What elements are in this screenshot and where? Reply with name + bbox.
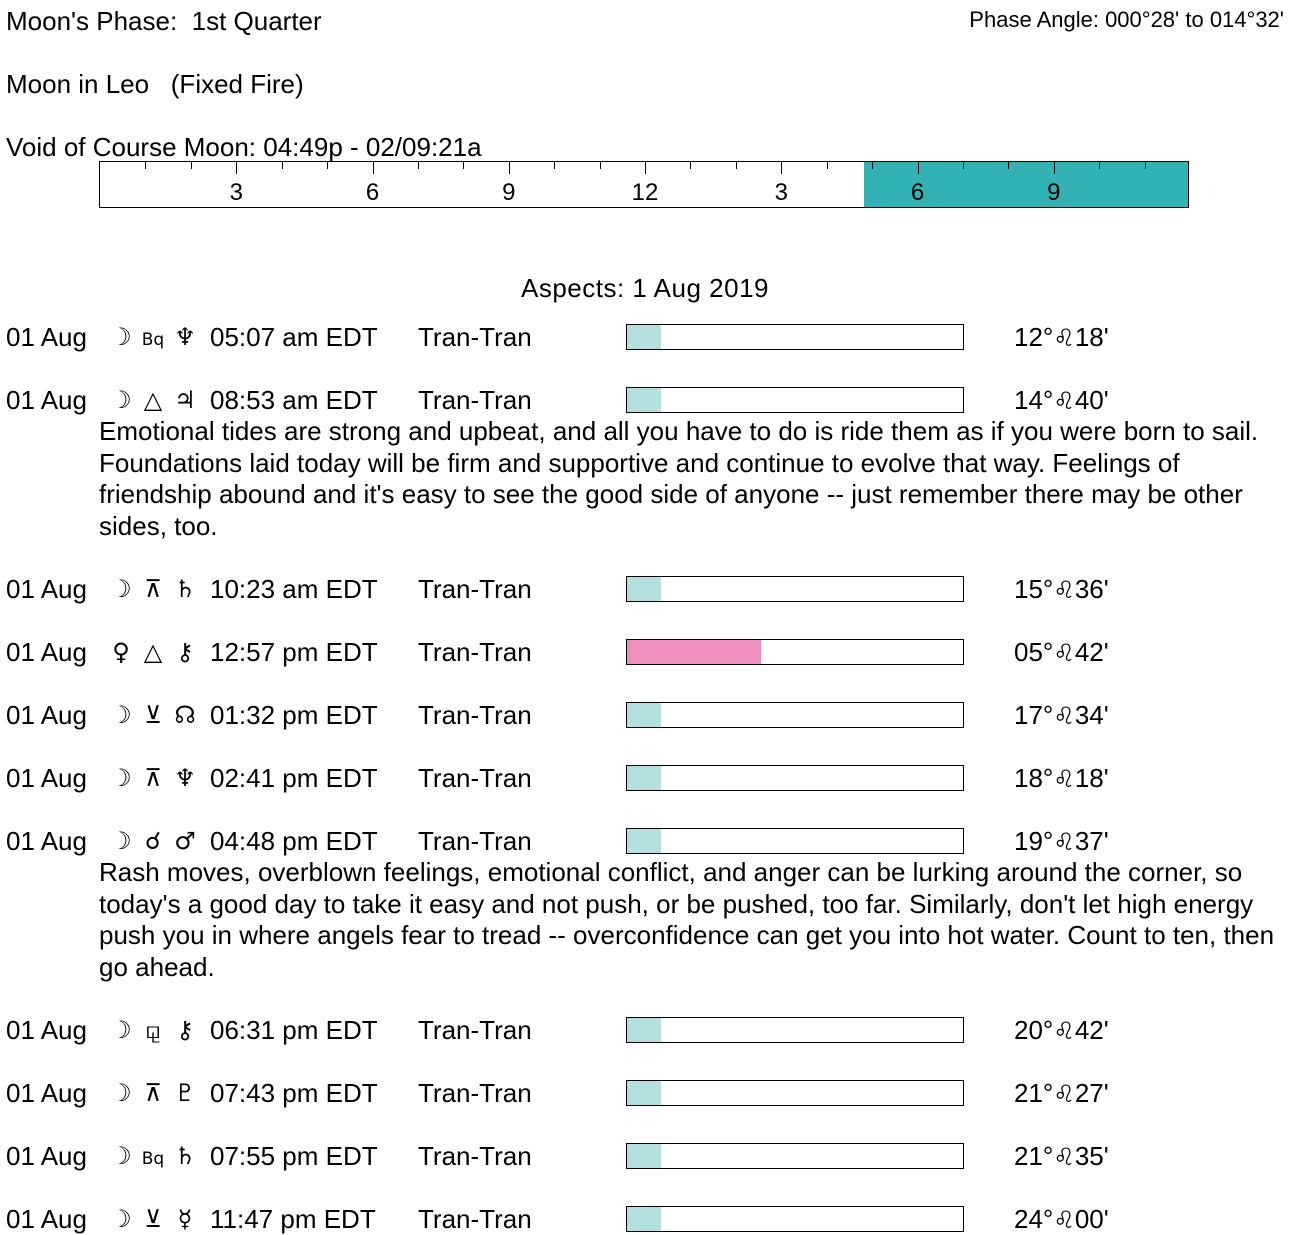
aspect-time: 06:31 pm EDT [210, 1015, 378, 1045]
aspect-glyphs [106, 1015, 202, 1045]
aspect-date: 01 Aug [6, 1204, 87, 1234]
timeline-tick [600, 162, 601, 169]
timeline-hour-label: 6 [365, 179, 380, 206]
position-minute: 00' [1074, 1204, 1109, 1234]
position-degree: 18° [1014, 763, 1054, 793]
planet-glyph-icon: ♂ [174, 827, 196, 855]
aspect-strength-bar [626, 765, 964, 791]
planet-glyph-icon: ☽ [110, 386, 132, 414]
aspect-position [1014, 763, 1109, 794]
aspect-glyphs [106, 385, 202, 415]
timeline-hour-label: 9 [1047, 179, 1061, 206]
aspect-position [1014, 1204, 1109, 1235]
position-degree: 21° [1014, 1078, 1054, 1108]
position-minute: 27' [1074, 1078, 1109, 1108]
aspect-strength-fill [627, 388, 661, 412]
leo-sign-icon: ♌ [1053, 1143, 1075, 1171]
void-of-course-timeline [99, 161, 1189, 208]
timeline-tick [645, 162, 646, 174]
void-of-course: Void of Course Moon: 04:49p - 02/09:21a [6, 132, 482, 162]
planet-glyph-icon: ☊ [174, 701, 196, 729]
aspect-position [1014, 826, 1109, 857]
moon-phase [6, 6, 322, 36]
planet-glyph-icon: ⚷ [176, 1016, 194, 1044]
aspect-position [1014, 700, 1109, 731]
aspect-position [1014, 1078, 1109, 1109]
aspect-glyph-icon: △ [143, 638, 163, 666]
leo-sign-icon: ♌ [1053, 387, 1075, 415]
aspect-time: 07:43 pm EDT [210, 1078, 378, 1108]
leo-sign-icon: ♌ [1053, 702, 1075, 730]
aspects-title: Aspects: 1 Aug 2019 [520, 273, 769, 303]
aspect-date: 01 Aug [6, 322, 87, 352]
position-minute: 42' [1074, 637, 1109, 667]
timeline-tick [1145, 162, 1146, 169]
leo-sign-icon: ♌ [1053, 828, 1075, 856]
aspect-row [0, 1015, 1312, 1045]
timeline-hour-label: 12 [631, 179, 659, 206]
moon-sign: Moon in Leo (Fixed Fire) [6, 69, 304, 99]
planet-glyph-icon: ☽ [110, 1205, 132, 1233]
aspect-strength-bar [626, 639, 964, 665]
timeline-hour-label: 6 [910, 179, 925, 206]
aspect-time: 08:53 am EDT [210, 385, 378, 415]
leo-sign-icon: ♌ [1053, 324, 1075, 352]
aspect-strength-fill [627, 829, 661, 853]
leo-sign-icon: ♌ [1053, 1017, 1075, 1045]
aspect-date: 01 Aug [6, 385, 87, 415]
planet-glyph-icon: ♄ [174, 575, 196, 603]
position-degree: 15° [1014, 574, 1054, 604]
position-degree: 12° [1014, 322, 1054, 352]
aspect-glyph-icon: ⊼ [144, 764, 162, 792]
timeline-tick [463, 162, 464, 169]
timeline-tick [282, 162, 283, 169]
aspect-strength-bar [626, 324, 964, 350]
planet-glyph-icon: ☿ [177, 1205, 193, 1233]
aspect-glyphs [106, 1204, 202, 1234]
timeline-tick [827, 162, 828, 169]
position-minute: 40' [1074, 385, 1109, 415]
timeline-tick [418, 162, 419, 169]
aspect-type: Tran-Tran [418, 1078, 532, 1108]
position-minute: 35' [1074, 1141, 1109, 1171]
aspect-type: Tran-Tran [418, 826, 532, 856]
aspect-strength-bar [626, 1143, 964, 1169]
aspect-type: Tran-Tran [418, 700, 532, 730]
aspect-type: Tran-Tran [418, 322, 532, 352]
timeline-tick [1054, 162, 1055, 174]
position-minute: 36' [1074, 574, 1109, 604]
aspect-strength-bar [626, 387, 964, 413]
aspect-row [0, 1078, 1312, 1108]
aspect-glyph-icon: ⊼ [144, 575, 162, 603]
aspect-glyphs [106, 637, 202, 667]
aspect-glyphs [106, 700, 202, 730]
planet-glyph-icon: ♆ [174, 323, 196, 351]
aspect-time: 02:41 pm EDT [210, 763, 378, 793]
position-degree: 19° [1014, 826, 1054, 856]
aspect-strength-bar [626, 1080, 964, 1106]
position-degree: 21° [1014, 1141, 1054, 1171]
timeline-hour-label: 9 [502, 179, 516, 206]
aspect-row [0, 700, 1312, 730]
aspect-date: 01 Aug [6, 826, 87, 856]
position-degree: 20° [1014, 1015, 1054, 1045]
planet-glyph-icon: ☽ [110, 1142, 132, 1170]
aspect-position [1014, 322, 1109, 353]
leo-sign-icon: ♌ [1053, 1206, 1075, 1234]
position-degree: 14° [1014, 385, 1054, 415]
timeline-tick [236, 162, 237, 174]
aspect-type: Tran-Tran [418, 763, 532, 793]
aspect-description: Rash moves, overblown feelings, emotional conflict, and anger can be lurking around the corner, so today's a good day to take it easy and not push, or be pushed, too far. Similarly, don't let high energy push you in where angels fear to tread -- overconfidence can get you into hot water. Count to ten, then go ahead. [99, 857, 1275, 982]
aspect-position [1014, 1015, 1109, 1046]
aspect-date: 01 Aug [6, 763, 87, 793]
aspect-strength-fill [627, 640, 761, 664]
aspect-glyph-icon: ⚼ [144, 1016, 162, 1044]
timeline-tick [554, 162, 555, 169]
aspect-glyphs [106, 763, 202, 793]
timeline-tick [327, 162, 328, 169]
leo-sign-icon: ♌ [1053, 639, 1075, 667]
position-minute: 42' [1074, 1015, 1109, 1045]
aspect-row [0, 763, 1312, 793]
aspect-glyph-icon: ☌ [144, 827, 162, 855]
aspect-row [0, 826, 1312, 856]
aspect-type: Tran-Tran [418, 1015, 532, 1045]
aspect-row [0, 385, 1312, 415]
aspect-time: 04:48 pm EDT [210, 826, 378, 856]
aspect-strength-bar [626, 828, 964, 854]
aspect-position [1014, 1141, 1109, 1172]
aspect-type: Tran-Tran [418, 574, 532, 604]
aspect-glyphs [106, 826, 202, 856]
timeline-hour-label: 3 [229, 179, 243, 206]
aspect-row [0, 574, 1312, 604]
timeline-tick [690, 162, 691, 169]
aspect-time: 10:23 am EDT [210, 574, 378, 604]
planet-glyph-icon: ☽ [110, 827, 132, 855]
position-minute: 37' [1074, 826, 1109, 856]
position-degree: 24° [1014, 1204, 1054, 1234]
planet-glyph-icon: ☽ [110, 575, 132, 603]
position-degree: 17° [1014, 700, 1054, 730]
aspect-time: 07:55 pm EDT [210, 1141, 378, 1171]
aspect-glyph-icon: ⊼ [144, 1079, 162, 1107]
aspect-strength-bar [626, 702, 964, 728]
planet-glyph-icon: ☽ [110, 701, 132, 729]
aspect-strength-fill [627, 766, 661, 790]
aspect-date: 01 Aug [6, 574, 87, 604]
timeline-tick [963, 162, 964, 169]
aspect-row [0, 637, 1312, 667]
leo-sign-icon: ♌ [1053, 1080, 1075, 1108]
planet-glyph-icon: ♃ [174, 386, 196, 414]
phase-angle: Phase Angle: 000°28' to 014°32' [969, 7, 1284, 32]
aspect-time: 12:57 pm EDT [210, 637, 378, 667]
aspect-time: 01:32 pm EDT [210, 700, 378, 730]
aspect-type: Tran-Tran [418, 1204, 532, 1234]
timeline-tick [736, 162, 737, 169]
aspect-time: 11:47 pm EDT [210, 1204, 376, 1234]
aspect-strength-fill [627, 577, 661, 601]
aspect-strength-fill [627, 1144, 661, 1168]
aspect-date: 01 Aug [6, 1078, 87, 1108]
aspect-glyphs [106, 1141, 202, 1174]
aspect-position [1014, 637, 1109, 668]
timeline-tick [1099, 162, 1100, 169]
planet-glyph-icon: ☽ [110, 323, 132, 351]
aspect-glyph-icon: ⊻ [144, 701, 162, 729]
aspect-glyph-icon: ⊻ [144, 1205, 162, 1233]
position-minute: 18' [1074, 763, 1109, 793]
aspect-description: Emotional tides are strong and upbeat, and all you have to do is ride them as if you were born to sail. Foundations laid today will be firm and supportive and continue to evolve that way. Feelings of friendship abound and it's easy to see the good side of anyone -- just remember there may be other sides, too. [99, 416, 1259, 541]
leo-sign-icon: ♌ [1053, 765, 1075, 793]
position-minute: 34' [1074, 700, 1109, 730]
timeline-tick [509, 162, 510, 174]
aspect-strength-fill [627, 703, 661, 727]
aspect-type: Tran-Tran [418, 1141, 532, 1171]
planet-glyph-icon: ♆ [174, 764, 196, 792]
timeline-tick [191, 162, 192, 169]
position-degree: 05° [1014, 637, 1054, 667]
aspect-type: Tran-Tran [418, 637, 532, 667]
aspect-strength-bar [626, 1206, 964, 1232]
aspect-strength-fill [627, 1207, 661, 1231]
aspect-position [1014, 574, 1109, 605]
planet-glyph-icon: ♇ [174, 1079, 196, 1107]
aspect-strength-bar [626, 576, 964, 602]
aspect-glyph-icon: △ [143, 386, 163, 414]
aspect-row [0, 1141, 1312, 1171]
aspect-row [0, 322, 1312, 352]
planet-glyph-icon: ⚷ [176, 638, 194, 666]
aspect-date: 01 Aug [6, 1141, 87, 1171]
leo-sign-icon: ♌ [1053, 576, 1075, 604]
aspect-date: 01 Aug [6, 700, 87, 730]
aspect-strength-bar [626, 1017, 964, 1043]
aspect-glyph-icon: Bq [141, 1149, 165, 1169]
aspect-strength-fill [627, 1081, 661, 1105]
timeline-tick [872, 162, 873, 169]
planet-glyph-icon: ☽ [110, 1079, 132, 1107]
planet-glyph-icon: ☽ [110, 1016, 132, 1044]
aspect-type: Tran-Tran [418, 385, 532, 415]
planet-glyph-icon: ♀ [112, 638, 130, 666]
timeline-hour-label: 3 [774, 179, 788, 206]
moon-phase-label: Moon's Phase: [6, 6, 178, 36]
planet-glyph-icon: ☽ [110, 764, 132, 792]
aspect-date: 01 Aug [6, 637, 87, 667]
moon-phase-value: 1st Quarter [191, 6, 322, 36]
timeline-tick [145, 162, 146, 169]
planet-glyph-icon: ♄ [174, 1142, 196, 1170]
aspect-strength-fill [627, 1018, 661, 1042]
aspect-strength-fill [627, 325, 661, 349]
aspect-position [1014, 385, 1109, 416]
aspect-glyphs [106, 1078, 202, 1108]
timeline-tick [781, 162, 782, 174]
aspect-row [0, 1204, 1312, 1234]
timeline-tick [1008, 162, 1009, 169]
aspect-glyphs [106, 322, 202, 355]
aspect-date: 01 Aug [6, 1015, 87, 1045]
aspect-glyph-icon: Bq [141, 330, 165, 350]
position-minute: 18' [1074, 322, 1109, 352]
timeline-tick [918, 162, 919, 174]
timeline-tick [373, 162, 374, 174]
aspect-time: 05:07 am EDT [210, 322, 378, 352]
aspect-glyphs [106, 574, 202, 604]
